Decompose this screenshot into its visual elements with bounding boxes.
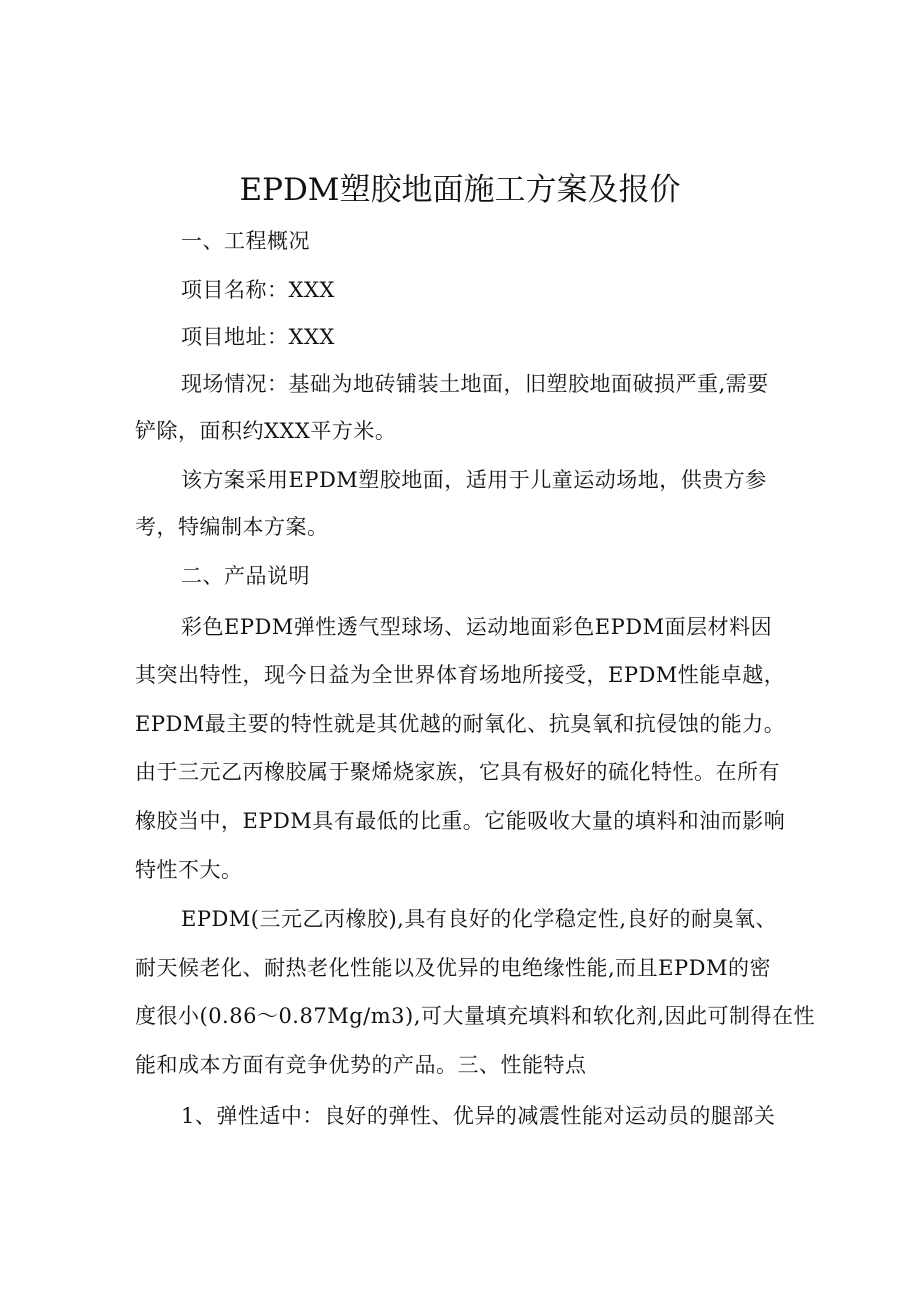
epdm-paragraph-line-2: 耐天候老化、耐热老化性能以及优异的电绝缘性能,而且EPDM的密	[135, 956, 771, 980]
product-paragraph-line-3: EPDM最主要的特性就是其优越的耐氧化、抗臭氧和抗侵蚀的能力。	[135, 712, 786, 736]
scheme-line-1: 该方案采用EPDM塑胶地面，适用于儿童运动场地，供贵方参	[181, 468, 767, 492]
section-heading-product: 二、产品说明	[181, 564, 310, 588]
document-title: EPDM塑胶地面施工方案及报价	[239, 172, 681, 208]
site-condition-line-2: 铲除，面积约XXX平方米。	[135, 419, 397, 443]
project-address-line: 项目地址：XXX	[181, 325, 335, 349]
project-name-line: 项目名称：XXX	[181, 278, 335, 302]
product-paragraph-line-1: 彩色EPDM弹性透气型球场、运动地面彩色EPDM面层材料因	[181, 615, 773, 639]
product-paragraph-line-4: 由于三元乙丙橡胶属于聚烯烧家族，它具有极好的硫化特性。在所有	[135, 760, 780, 784]
epdm-paragraph-line-1: EPDM(三元乙丙橡胶),具有良好的化学稳定性,良好的耐臭氧、	[181, 907, 778, 931]
product-paragraph-line-5: 橡胶当中，EPDM具有最低的比重。它能吸收大量的填料和油而影响	[135, 809, 786, 833]
feature-elasticity-line: 1、弹性适中：良好的弹性、优异的减震性能对运动员的腿部关	[181, 1104, 776, 1128]
product-paragraph-line-2: 其突出特性，现今日益为全世界体育场地所接受，EPDM性能卓越，	[135, 663, 786, 687]
scheme-line-2: 考，特编制本方案。	[135, 515, 329, 539]
epdm-paragraph-line-3: 度很小(0.86～0.87Mg/m3),可大量填充填料和软化剂,因此可制得在性	[135, 1004, 816, 1028]
section-heading-overview: 一、工程概况	[181, 229, 310, 253]
site-condition-line-1: 现场情况：基础为地砖铺装土地面，旧塑胶地面破损严重,需要	[181, 372, 769, 396]
product-paragraph-line-6: 特性不大。	[135, 858, 243, 882]
epdm-paragraph-line-4: 能和成本方面有竞争优势的产品。三、性能特点	[135, 1053, 587, 1077]
